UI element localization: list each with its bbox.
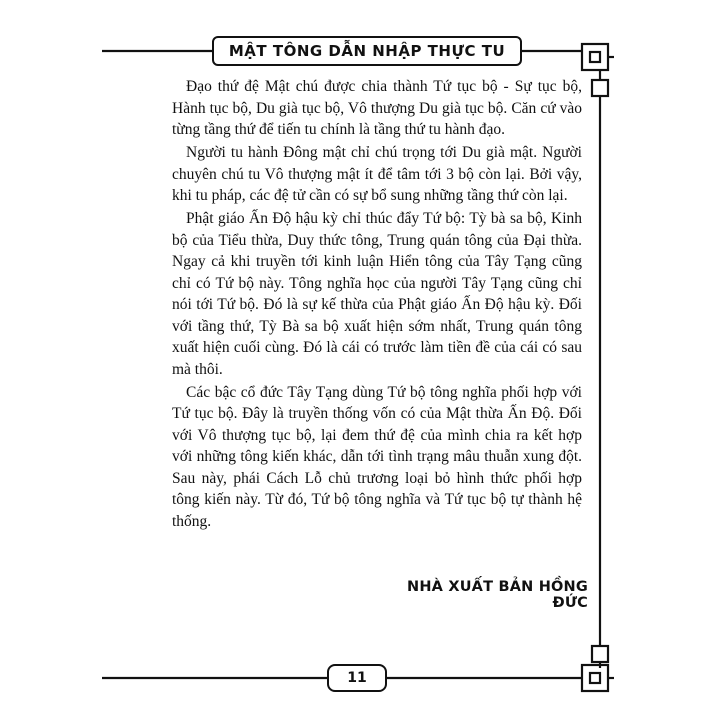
paragraph: Các bậc cổ đức Tây Tạng dùng Tứ bộ tông nghĩa phối hợp với Tứ tục bộ. Đây là truyền thống vốn có của Mật thừa Ấn Độ. Đối với Vô thượng tục bộ, lại đem thứ đệ của mình chia ra kết hợp với những tông kiến khác, dẫn tới tình trạng mâu thuẫn xung đột. Sau này, phái Cách Lỗ chủ trương loại bỏ hình thức phối hợp tông kiến này. Từ đó, Tứ bộ tông nghĩa và Tứ tục bộ tự thành hệ thống. [172, 383, 582, 530]
paragraph: Phật giáo Ấn Độ hậu kỳ chỉ thúc đẩy Tứ bộ: Tỳ bà sa bộ, Kinh bộ của Tiểu thừa, Duy thức tông, Trung quán tông của Đại thừa. Ngay cả khi truyền tới kinh luận Hiển tông của Tây Tạng cũng chỉ có Tứ bộ này. Tông nghĩa học của người Tây Tạng cũng chỉ nói tới Tứ bộ. Đó là sự kế thừa của Phật giáo Ấn Độ hậu kỳ. Đối với tầng thứ, Tỳ Bà sa bộ xuất hiện sớm nhất, Trung quán tông xuất hiện cuối cùng. Đó là cái có trước làm tiền đề của cái có sau mà thôi. [172, 210, 582, 378]
corner-ornament-bottom-right [582, 638, 614, 691]
corner-ornament-top-right [582, 44, 614, 104]
body-text [172, 76, 582, 534]
publisher-name: NHÀ XUẤT BẢN HỒNG ĐỨC [406, 579, 588, 611]
running-header-title: MẬT TÔNG DẪN NHẬP THỰC TU [212, 36, 522, 66]
page-number: 11 [327, 664, 387, 692]
paragraph: Người tu hành Đông mật chỉ chú trọng tới Du già mật. Người chuyên chú tu Vô thượng mật ít để tâm tới 3 bộ còn lại. Bởi vậy, khi tu pháp, các đệ tử cần có sự bổ sung những tầng thứ còn lại. [172, 144, 582, 204]
paragraph: Đạo thứ đệ Mật chú được chia thành Tứ tục bộ - Sự tục bộ, Hành tục bộ, Du già tục bộ, Vô thượng Du già tục bộ. Căn cứ vào từng tầng thứ để tiến tu chính là tầng thứ tu hành đạo. [172, 78, 582, 138]
